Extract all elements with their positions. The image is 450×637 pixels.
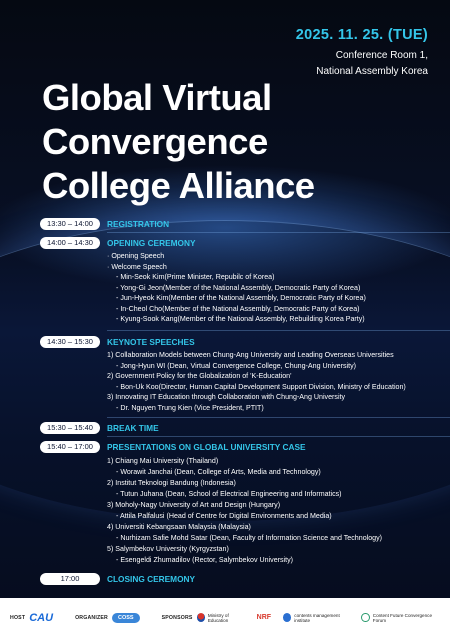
- section-divider: [107, 330, 450, 331]
- time-badge: 14:00 – 14:30: [40, 237, 100, 249]
- program-line: - In-Cheol Cho(Member of the National Assembly, Democratic Party of Korea): [116, 304, 360, 313]
- program-line: - Kyung-Sook Kang(Member of the National Assembly, Rebuilding Korea Party): [116, 315, 365, 323]
- program-line: - Min-Seok Kim(Prime Minister, Repubilc of Korea): [116, 273, 275, 281]
- sponsor-4-name: Content Future Convergence Forum: [372, 612, 433, 623]
- section-divider: [107, 417, 450, 418]
- sponsor-3-name: contents management institute: [294, 612, 340, 623]
- cmi-logo-icon: [283, 613, 291, 622]
- title-line-3: College Alliance: [42, 165, 315, 206]
- time-badge: 13:30 – 14:00: [40, 218, 100, 230]
- section-title: REGISTRATION: [107, 219, 170, 229]
- program-line: - Worawit Janchai (Dean, College of Arts, Media and Technology): [116, 468, 321, 476]
- program-line: 5) Salymbekov University (Kyrgyzstan): [107, 545, 229, 553]
- host-label: HOST: [10, 614, 26, 621]
- section-divider: [107, 232, 450, 233]
- event-venue: [316, 48, 428, 80]
- program-line: 3) Innovating IT Education through Collaboration with Chung-Ang University: [107, 393, 346, 401]
- ministry-emblem-icon: [197, 613, 205, 622]
- program-line: - Attila Palfalusi (Head of Centre for Digital Environments and Media): [116, 512, 332, 520]
- program-line: - Dr. Nguyen Trung Kien (Vice President, PTIT): [116, 403, 264, 412]
- section-title: BREAK TIME: [107, 423, 159, 433]
- program-line: 2) Institut Teknologi Bandung (Indonesia): [107, 479, 236, 487]
- section-title: PRESENTATIONS ON GLOBAL UNIVERSITY CASE: [107, 442, 306, 452]
- organizer-label: ORGANIZER: [75, 614, 108, 621]
- program-line: · Opening Speech: [107, 252, 165, 260]
- venue-line-1: Conference Room 1,: [335, 50, 428, 61]
- program-line: - Bon-Uk Koo(Director, Human Capital Development Support Division, Ministry of Education): [116, 382, 406, 391]
- event-date: 2025. 11. 25. (TUE): [295, 27, 428, 43]
- time-badge: 15:30 – 15:40: [40, 422, 100, 434]
- nrf-logo: NRF: [256, 614, 272, 621]
- program-line: 4) Universiti Kebangsaan Malaysia (Malaysia): [107, 523, 251, 531]
- title-line-1: Global Virtual: [42, 77, 272, 118]
- program-line: - Nurhizam Safie Mohd Satar (Dean, Faculty of Information Science and Technology): [116, 534, 383, 542]
- section-divider: [107, 436, 450, 437]
- sponsor-1-name: Ministry of Education: [207, 612, 229, 623]
- program-line: - Jun-Hyeok Kim(Member of the National Assembly, Democratic Party of Korea): [116, 294, 366, 302]
- organizer-logo: COSS: [112, 613, 140, 623]
- program-line: · Welcome Speech: [107, 262, 167, 271]
- sponsor-content-future-convergence-forum: [361, 613, 440, 623]
- program-line: - Yong-Gi Jeon(Member of the National Assembly, Democratic Party of Korea): [116, 283, 361, 292]
- time-badge: 14:30 – 15:30: [40, 336, 100, 348]
- program-line: 1) Collaboration Models between Chung-Ang University and Leading Overseas Universities: [107, 351, 394, 359]
- footer-logos: [0, 598, 450, 637]
- event-title: [42, 76, 315, 208]
- program-line: 3) Moholy-Nagy University of Art and Design (Hungary): [107, 501, 281, 509]
- sponsor-contents-management-institute: [283, 613, 351, 623]
- program-line: 1) Chiang Mai University (Thailand): [107, 457, 219, 465]
- section-title: CLOSING CEREMONY: [107, 574, 196, 584]
- host-logo: CAU: [29, 611, 54, 624]
- venue-line-2: National Assembly Korea: [316, 66, 428, 77]
- program-line: - Tutun Juhana (Dean, School of Electrical Engineering and Informatics): [116, 490, 342, 498]
- section-title: OPENING CEREMONY: [107, 238, 196, 248]
- program-line: - Jong-Hyun WI (Dean, Virtual Convergence College, Chung-Ang University): [116, 361, 356, 370]
- section-title: KEYNOTE SPEECHES: [107, 337, 195, 347]
- program-line: 2) Government Policy for the Globalization of 'K-Education': [107, 372, 292, 380]
- title-line-2: Convergence: [42, 121, 268, 162]
- time-badge: 15:40 – 17:00: [40, 441, 100, 453]
- sponsors-label: SPONSORS: [161, 614, 193, 621]
- program-line: - Esengeldi Zhumadilov (Rector, Salymbekov University): [116, 556, 294, 564]
- forum-logo-icon: [361, 613, 369, 622]
- sponsor-ministry-of-education: [197, 613, 247, 623]
- sponsor-nrf: [257, 614, 273, 621]
- time-badge: 17:00: [40, 573, 100, 585]
